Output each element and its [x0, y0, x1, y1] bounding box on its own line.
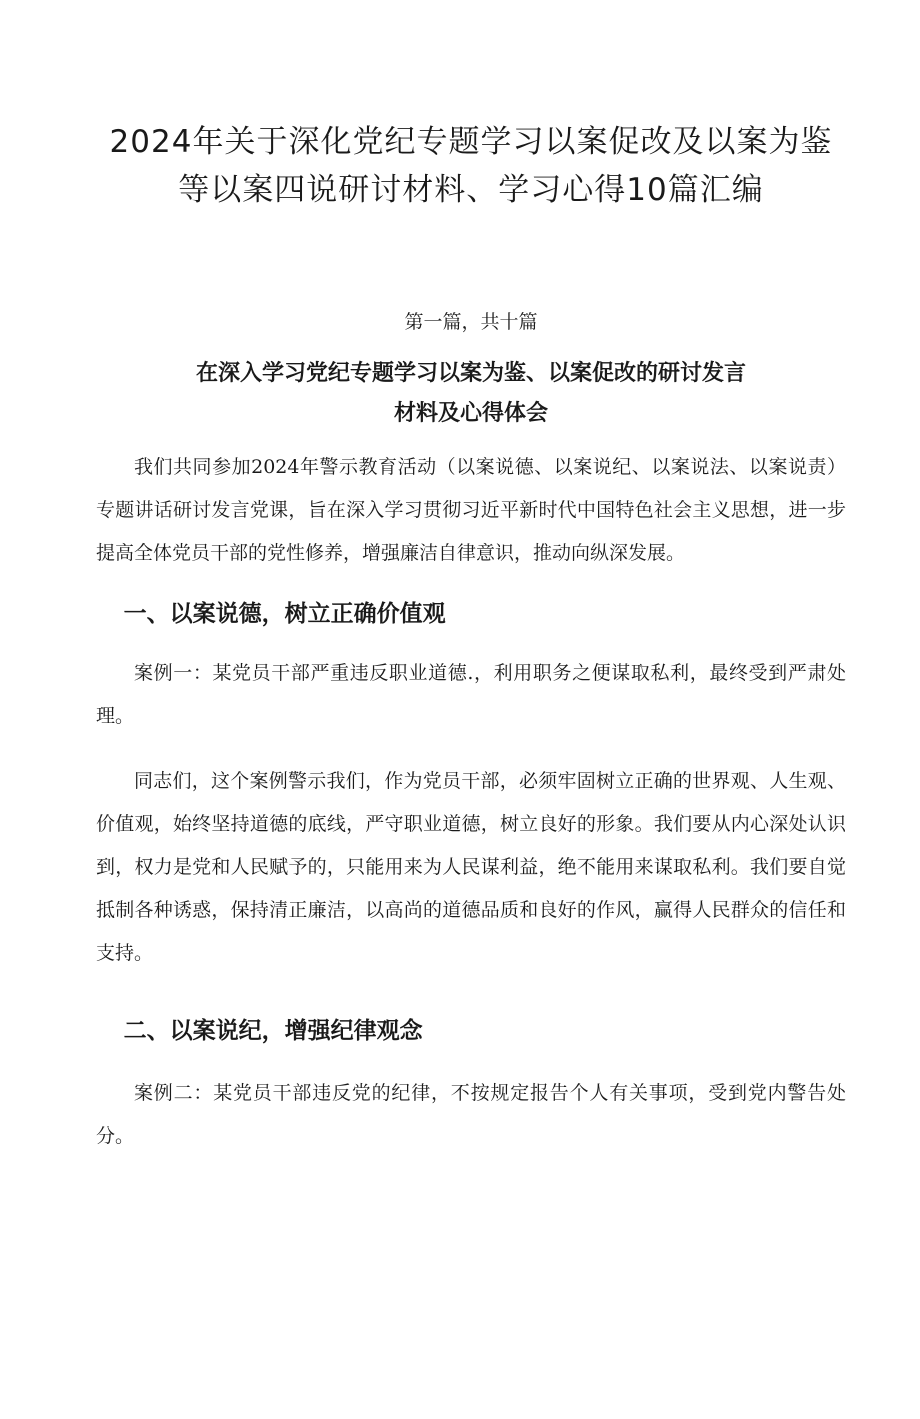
- intro-paragraph: 我们共同参加2024年警示教育活动（以案说德、以案说纪、以案说法、以案说责）专题讲话研讨发言党课，旨在深入学习贯彻习近平新时代中国特色社会主义思想，进一步提高全体党员干部的党性修养，增强廉洁自律意识，推动向纵深发展。: [96, 456, 846, 564]
- article-title-line-1: 在深入学习党纪专题学习以案为鉴、以案促改的研讨发言: [195, 361, 746, 386]
- section-1-body-paragraph: 同志们，这个案例警示我们，作为党员干部，必须牢固树立正确的世界观、人生观、价值观，始终坚持道德的底线，严守职业道德，树立良好的形象。我们要从内心深处认识到，权力是党和人民赋予的，只能用来为人民谋利益，绝不能用来谋取私利。我们要自觉抵制各种诱惑，保持清正廉洁，以高尚的道德品质和良好的作风，赢得人民群众的信任和支持。: [96, 770, 846, 964]
- article-title-line-2: 材料及心得体会: [393, 401, 548, 426]
- section-1-case-paragraph: 案例一：某党员干部严重违反职业道德.，利用职务之便谋取私利，最终受到严肃处理。: [96, 662, 846, 727]
- section-1-heading: 一、以案说德，树立正确价值观: [123, 601, 446, 627]
- document-title-line-2: 等以案四说研讨材料、学习心得10篇汇编: [178, 172, 764, 208]
- document-title: [96, 118, 846, 214]
- article-title: [96, 354, 846, 434]
- part-label: 第一篇，共十篇: [404, 311, 538, 333]
- document-page: [0, 118, 920, 1419]
- section-2-heading: 二、以案说纪，增强纪律观念: [123, 1018, 423, 1044]
- document-title-line-1: 2024年关于深化党纪专题学习以案促改及以案为鉴: [109, 124, 833, 160]
- section-2-case-paragraph: 案例二：某党员干部违反党的纪律，不按规定报告个人有关事项，受到党内警告处分。: [96, 1082, 846, 1147]
